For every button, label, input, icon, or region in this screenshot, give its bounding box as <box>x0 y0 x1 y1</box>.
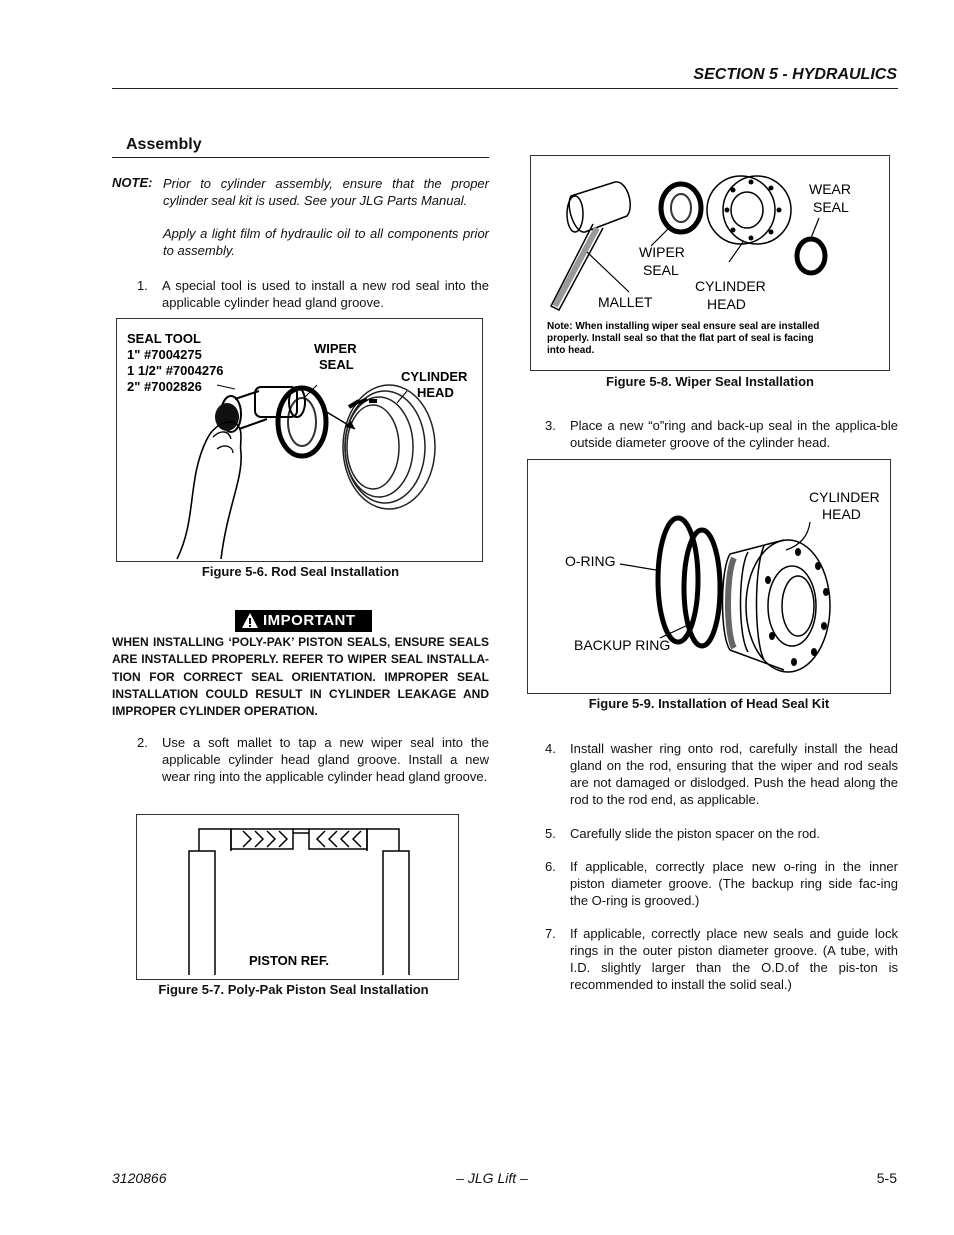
fig8-note-line-2: properly. Install seal so that the flat part of seal is facing <box>547 333 814 344</box>
tool-part-1: 1" #7004275 <box>127 347 202 362</box>
step-4 <box>545 740 898 810</box>
cylinder-label-2: HEAD <box>707 296 746 312</box>
step-text: If applicable, correctly place new o-ring in the inner piston diameter groove. (The backup ring side fac-ing the O-ring is grooved.) <box>570 859 898 908</box>
note-paragraph-2: Apply a light film of hydraulic oil to all components prior to assembly. <box>163 226 489 258</box>
step-text: A special tool is used to install a new rod seal into the applicable cylinder head gland groove. <box>162 278 489 310</box>
tool-part-3: 2" #7002826 <box>127 379 202 394</box>
head-seal-kit-illustration <box>528 460 890 693</box>
figure-5-9-caption: Figure 5-9. Installation of Head Seal Kit <box>588 696 830 711</box>
important-label: IMPORTANT <box>263 612 356 629</box>
step-number: 3. <box>545 418 556 433</box>
note-paragraph-1: Prior to cylinder assembly, ensure that the proper cylinder seal kit is used. See your JLG Parts Manual. <box>163 176 489 208</box>
step-1 <box>137 277 489 317</box>
wear-label-2: SEAL <box>813 199 849 215</box>
step-number: 7. <box>545 926 556 941</box>
footer-center: – JLG Lift – <box>456 1170 528 1186</box>
step-number: 1. <box>137 278 148 293</box>
header-rule <box>112 88 898 89</box>
poly-pak-illustration <box>137 815 458 979</box>
figure-poly-pak <box>136 814 459 980</box>
fig8-note-line-1: Note: When installing wiper seal ensure seal are installed <box>547 321 820 332</box>
important-banner <box>235 610 372 632</box>
wear-label-1: WEAR <box>809 181 851 197</box>
cylinder-label-1: CYLINDER <box>401 369 468 384</box>
figure-head-seal-kit <box>527 459 891 694</box>
backup-ring-label: BACKUP RING <box>574 637 671 653</box>
tool-part-2: 1 1/2" #7004276 <box>127 363 224 378</box>
wiper-label-2: SEAL <box>319 357 354 372</box>
figure-rod-seal <box>116 318 483 562</box>
step-text: If applicable, correctly place new seals and guide lock rings in the outer piston diameter groove. (A tube, with I.D. slightly larger than the O.D.of the pis-ton is recommended to install the solid seal.) <box>570 926 898 992</box>
heading-rule <box>112 157 489 158</box>
step-number: 5. <box>545 826 556 841</box>
step-number: 6. <box>545 859 556 874</box>
step-3 <box>545 417 898 457</box>
step-text: Carefully slide the piston spacer on the rod. <box>570 826 821 841</box>
cylinder-label-1: CYLINDER <box>809 489 880 505</box>
oring-label: O-RING <box>565 553 616 569</box>
step-2 <box>137 734 489 804</box>
step-number: 4. <box>545 741 556 756</box>
cylinder-label-2: HEAD <box>417 385 454 400</box>
note-label: NOTE: <box>112 175 153 190</box>
figure-5-6-caption: Figure 5-6. Rod Seal Installation <box>201 564 400 579</box>
figure-5-7-caption: Figure 5-7. Poly-Pak Piston Seal Installation <box>158 982 429 997</box>
cylinder-label-1: CYLINDER <box>695 278 766 294</box>
page-number: 5-5 <box>876 1170 897 1186</box>
wiper-seal-illustration <box>531 156 889 370</box>
step-5 <box>545 825 898 845</box>
cylinder-label-2: HEAD <box>822 506 861 522</box>
warning-icon <box>241 612 259 629</box>
doc-number: 3120866 <box>112 1170 167 1186</box>
seal-tool-label: SEAL TOOL <box>127 331 201 346</box>
step-text: Use a soft mallet to tap a new wiper seal into the applicable cylinder head gland groove. Install a new wear ring into the applicable cylinder head gland groove. <box>162 735 489 784</box>
step-number: 2. <box>137 735 148 750</box>
section-title: SECTION 5 - HYDRAULICS <box>693 66 897 83</box>
piston-ref-label: PISTON REF. <box>249 953 329 968</box>
figure-5-8-caption: Figure 5-8. Wiper Seal Installation <box>606 374 814 389</box>
wiper-label-1: WIPER <box>639 244 685 260</box>
wiper-label-1: WIPER <box>314 341 357 356</box>
fig8-note-line-3: into head. <box>547 345 595 356</box>
step-6 <box>545 858 898 912</box>
assembly-heading: Assembly <box>126 136 202 153</box>
step-text: Install washer ring onto rod, carefully install the head gland on the rod, ensuring that the wiper and rod seals are not damaged or dislodged. Push the head along the rod to the rod end, as applicable. <box>570 741 898 807</box>
rod-seal-illustration <box>117 319 482 561</box>
wiper-label-2: SEAL <box>643 262 679 278</box>
important-text: WHEN INSTALLING ‘POLY-PAK’ PISTON SEALS, ENSURE SEALS ARE INSTALLED PROPERLY. REFER TO WIPER SEAL INSTALLA-TION FOR CORRECT SEAL ORIENTATION. IMPROPER SEAL INSTALLATION COULD RESULT IN CYLINDER LEAKAGE AND IMPROPER CYLINDER OPERATION. <box>112 635 489 719</box>
step-text: Place a new “o”ring and back-up seal in the applica-ble outside diameter groove of the cylinder head. <box>570 418 898 450</box>
figure-wiper-seal <box>530 155 890 371</box>
step-7 <box>545 925 898 995</box>
mallet-label: MALLET <box>598 294 653 310</box>
